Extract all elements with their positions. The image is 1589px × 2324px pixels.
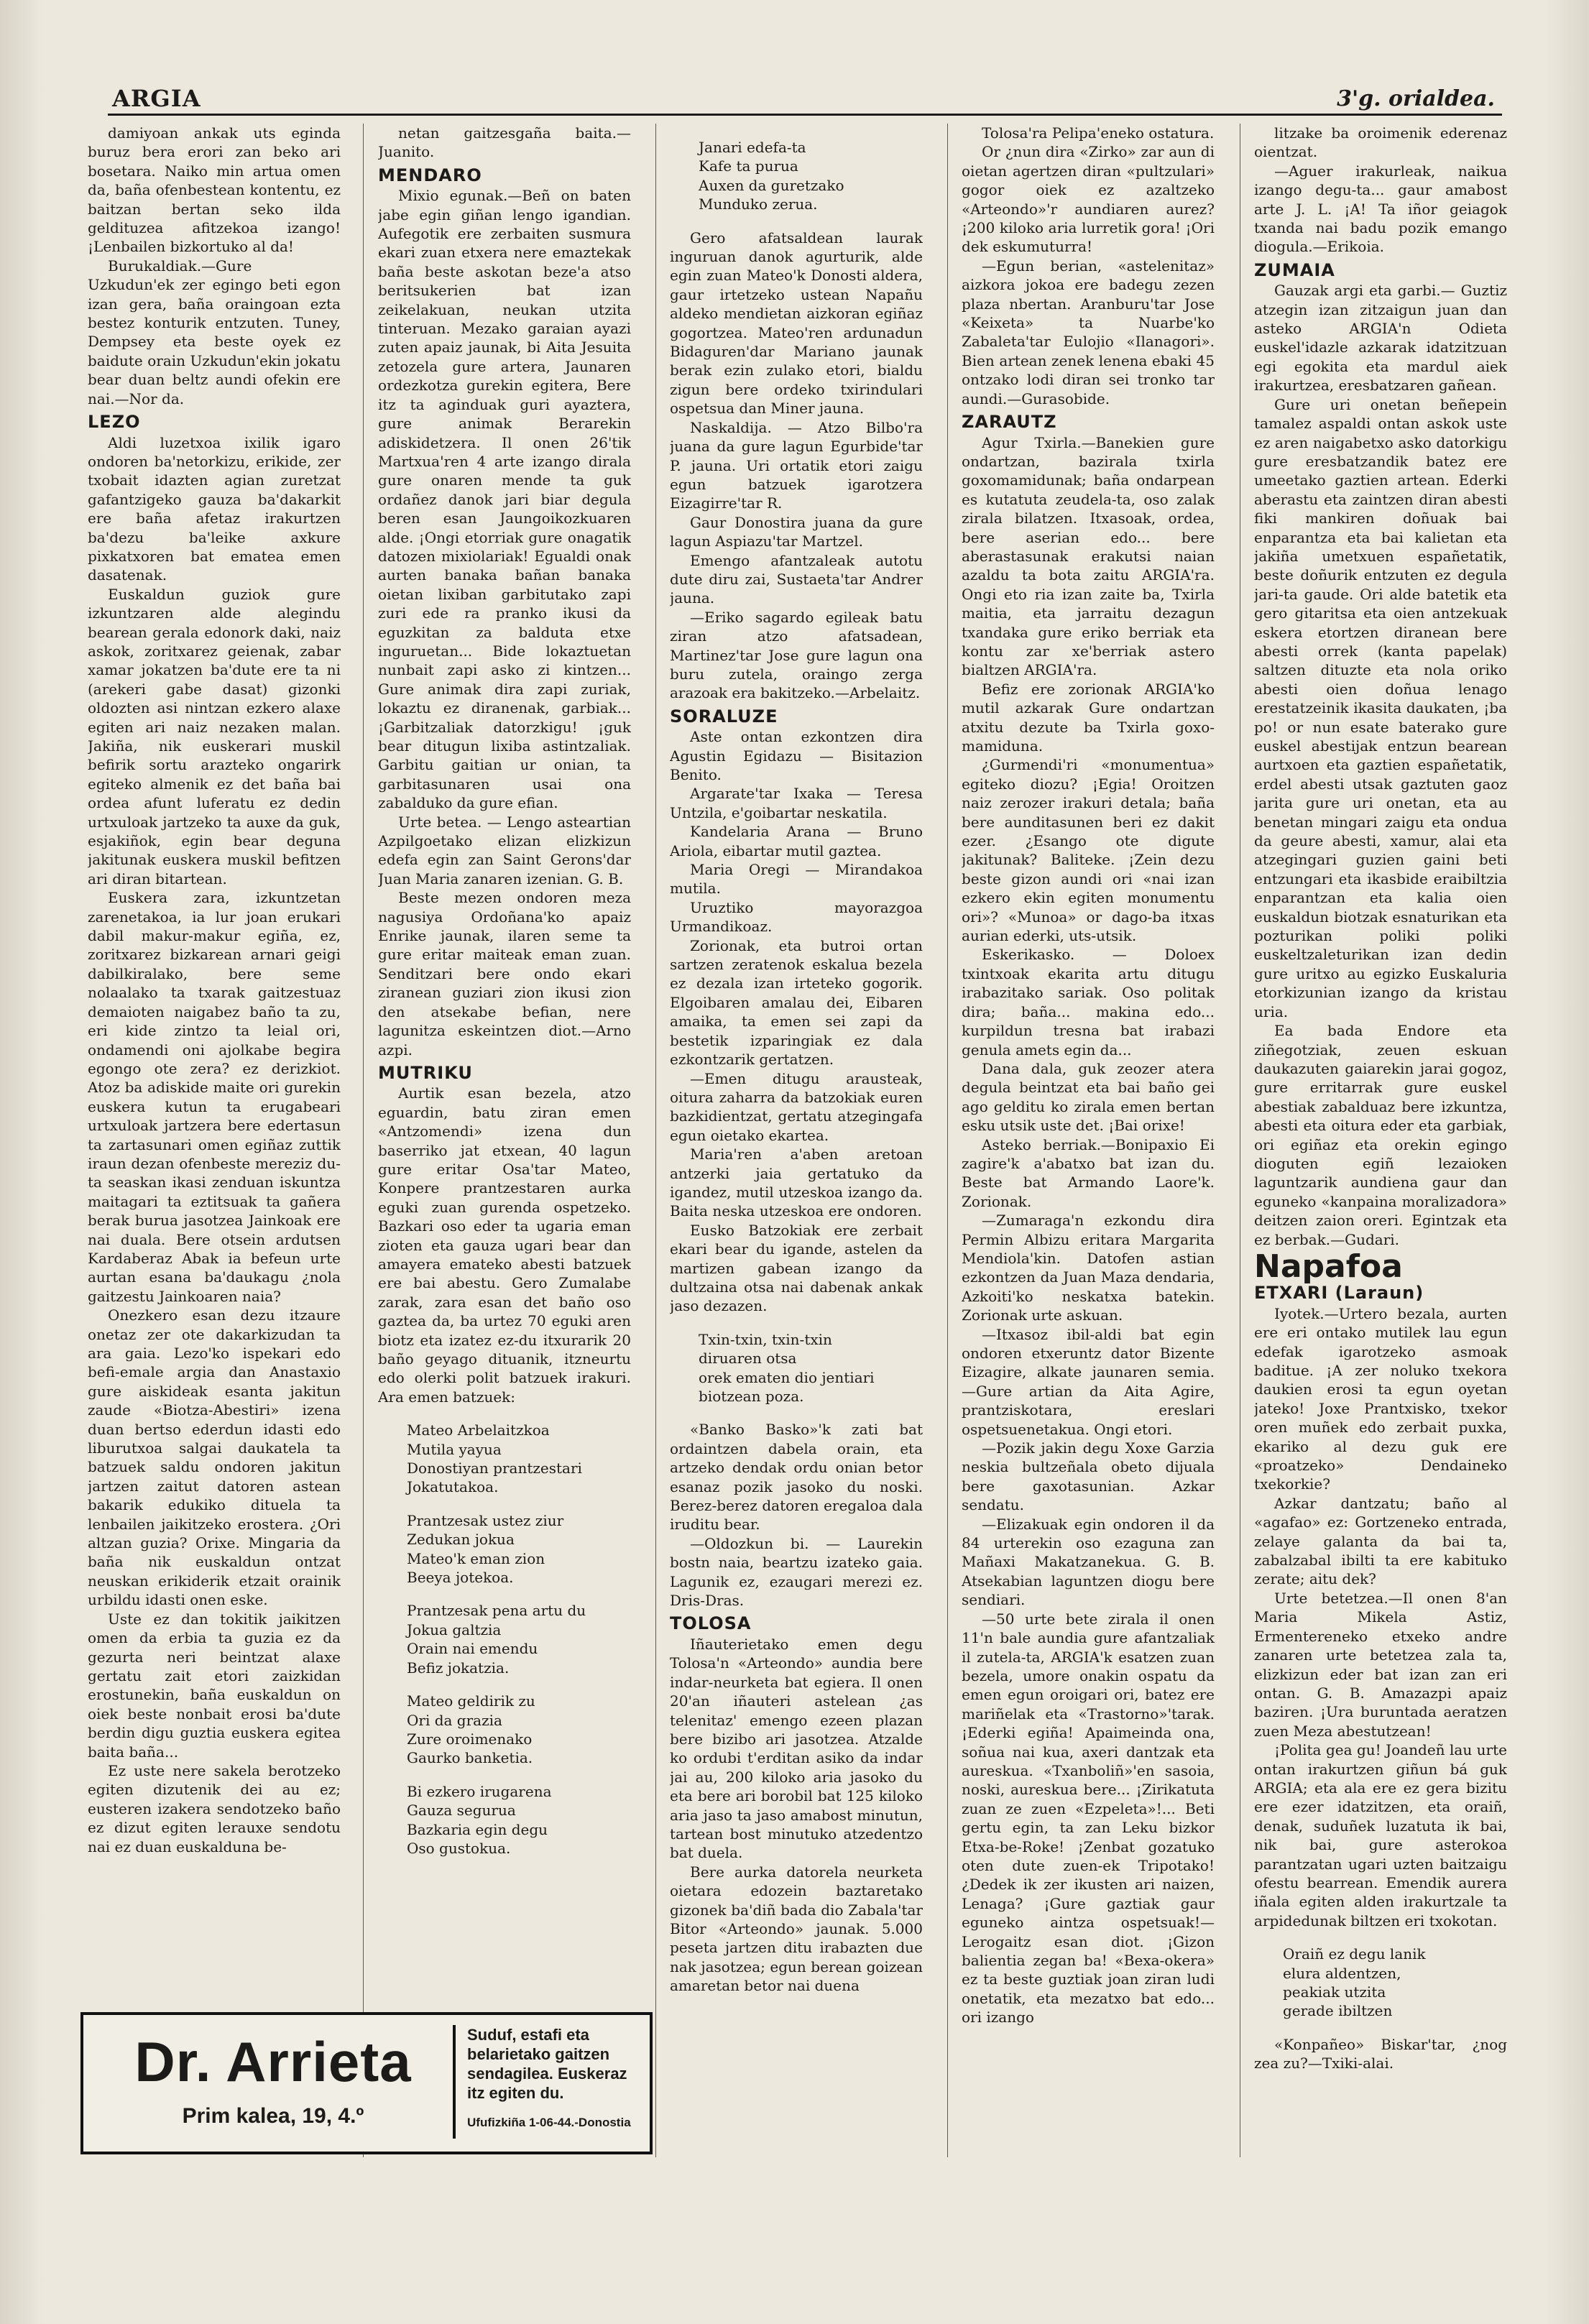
article-paragraph: Iyotek.—Urtero bezala, aurten ere eri ontako mutilek lau egun edefak igarotzeko asmoak baditue. ¡A zer noluko txekora daukien erosi ta egun oyetan jateko! Joxe Prantxisko, txekor oren muñek edo zerbait puxka, ekariko al dezu guk ere «proatzeko» Dendaineko txekorkie? (1254, 1304, 1507, 1493)
article-paragraph: Befiz ere zorionak ARGIA'ko mutil azkarak Gure ondartzan atxitu dezute ba Txirla goxo-mamiduna. (962, 680, 1215, 755)
ad-description: Suduf, estafi eta belarietako gaitzen sendagilea. Euskeraz itz egiten du. (467, 2026, 627, 2102)
article-paragraph: —Aguer irakurleak, naikua izango degu-ta... gaur amabost arte J. L. ¡A! Ta iñor geiagok txanda nai badu pozik emango diogula.—Erikoia. (1254, 162, 1507, 256)
page-number: 3'g. orialdea. (1337, 86, 1495, 111)
region-heading: Napafoa (1254, 1248, 1403, 1285)
article-paragraph: Aldi luzetxoa ixilik igaro ondoren ba'netorkizu, erikide, zer txobait idazten agian zuretzat gafantzigeko gauza ba'dakarkit ere baña afetaz irakurtzen ba'dezu ba'leike axkure pixkatxoren bat ematea emen dasatenak. (88, 433, 341, 584)
article-paragraph: Asteko berriak.—Bonipaxio Ei zagire'k a'abatxo bat izan du. Beste bat Armando Laore'k. Zorionak. (962, 1135, 1215, 1210)
verse: Prantzesak pena artu du Jokua galtzia Orain nai emendu Befiz jokatzia. (407, 1602, 586, 1677)
article-paragraph: Ea bada Endore eta ziñegotziak, zeuen eskuan daukazuten gaiarekin jarai gogoz, gure erritarrak gure euskel abestiak zabalduaz bere izkuntza, abesti eta oitura eder eta garbiak, ori egiñaz eta orekin egingo dioguten egiñ lezaioken laguntzarik aundiena gaur dan eguneko «kanpaina moralizadora» deitzen zaion oreri. Egintzak eta ez berbak.—Gudari. (1254, 1022, 1507, 1248)
article-paragraph: Gaur Donostira juana da gure lagun Aspiazu'tar Martzel. (670, 513, 923, 550)
column-1 (88, 124, 341, 1856)
article-paragraph: Uruztiko mayorazgoa Urmandikoaz. (670, 898, 923, 936)
article-paragraph: Emengo afantzaleak autotu dute diru zai, Sustaeta'tar Andrer jauna. (670, 551, 923, 607)
section-heading: ZUMAIA (1254, 259, 1335, 280)
section-heading: SORALUZE (670, 706, 778, 727)
article-paragraph: Eskerikasko. — Doloex txintxoak ekarita artu ditugu irabazitako sariak. Oso politak dira; baña... makina edo... kurpildun tresna bat irabazi genula amets egin da... (962, 946, 1215, 1059)
article-paragraph: Maria Oregi — Mirandakoa mutila. (670, 861, 923, 898)
verse: Txin-txin, txin-txin diruaren otsa orek ematen dio jentiari biotzean poza. (699, 1330, 875, 1405)
article-paragraph: litzake ba oroimenik ederenaz oientzat. (1254, 124, 1507, 161)
article-paragraph: Aurtik esan bezela, atzo eguardin, batu ziran emen «Antzomendi» izena dun baserriko jat etxean, 40 lagun gure eritar Osa'tar Mateo, Konpere prantzestaren aurka eguki zuan gurenda ospetzeko. Bazkari oso eder ta ugaria eman zioten eta gauza ugari bear dan amayera emateko abesti batzuek ere bai abestu. Gero Zumalabe zarak, zara esan det baño oso gaztea da, ba urtez 70 eguki aren biotz eta izatez ez-du itxurarik 20 baño geyago dituanik, itzneurtu edo olerki polit batzuek irakuri. Ara emen batzuek: (378, 1084, 631, 1406)
section-heading: LEZO (88, 412, 141, 433)
article-paragraph: ¡Polita gea gu! Joandeñ lau urte ontan irakurtzen giñun bá guk ARGIA; eta ala ere ez gera bizitu ere ezer idatzitzen, eta oraiñ, denak, suduñek luzatuta ik bai, nik bai, gure asterokoa parantzatan ugari uzten baitzaigu ofestu bearrean. Emendik aurera iñala egiten alden irakurtzale ta arpidedunak biltzen eri txokotan. (1254, 1741, 1507, 1929)
article-paragraph: Burukaldiak.—Gure Uzkudun'ek zer egingo beti egon izan gera, baña oraingoan ezta bestez konturik entzuten. Tuney, Dempsey eta beste oyek ez baidute orain Uzkudun'ekin jokatu bear duan beltz aundi ofekin ere nai.—Nor da. (88, 257, 341, 407)
article-paragraph: Argarate'tar Ixaka — Teresa Untzila, e'goibartar neskatila. (670, 785, 923, 821)
article-paragraph: Euskera zara, izkuntzetan zarenetakoa, ia lur joan erukari dabil makur-makur egiña, ez, zoritxarez bizkarean arnari geigi dabilkiralako, bere seme nolaalako ta txarak gaitzestuaz demaioten naigabez baño ta zu, eri kide zintzo ta leial ori, ondamendi oni ajolkabe begira egongo ote zera? ez derizkiot. Atoz ba adiskide maite ori gurekin euskera kutun ta erugabeari urtxuloak jartzera bere edertasun ta zartasunari omen egiñaz zuttik iraun dezan ofenbeste mereziz du-ta seaskan ikasi zenduan iskuntza maitagari ta eztitsuak ta gañera berak burua jasotzea Jainkoak ere nai duala. Bere otsein ardutsen Kardaberaz Abak ia befeun urte aurtan esana ba'daukagu ¿nola gaitzestu Jainkoaren naia? (88, 889, 341, 1305)
article-paragraph: —Zumaraga'n ezkondu dira Permin Albizu eritara Margarita Mendiola'kin. Datofen astian ezkontzen da Juan Maza dendaria, Azkoiti'ko neskatxa batekin. Zorionak urte askuan. (962, 1212, 1215, 1324)
article-paragraph: Euskaldun guziok gure izkuntzaren alde alegindu bearean gerala edonork daki, naiz askok, zoritxarez geienak, zabar xamar jokatzen ba'dute ere ta ni (arekeri gabe dasat) gizonki oldozten asi nintzan ezkero alaxe egiten ari naiz nezaken malan. Jakiña, nik euskerari muskil befirik sortu arazteko ongarirk egiteko almenik ez det baña bai ordea afunt luferatu ez dedin urtxuloak jartzeko ta auxe da guk, esjakiñok, egin bear deguna jakitunak euskera muskil befitzen ari diran bitartean. (88, 585, 341, 887)
article-paragraph: —Eriko sagardo egileak batu ziran atzo afatsadean, Martinez'tar Jose gure lagun ona buru zutela, oraingo zerga arazoak era bakitzeko.—Arbelaitz. (670, 608, 923, 702)
article-paragraph: Urte betea. — Lengo asteartian Azpilgoetako elizan elizkizun edefa egin zan Saint Gerons'dar Juan Maria zanaren izenian. G. B. (378, 813, 631, 887)
article-paragraph: netan gaitzesgaña baita.—Juanito. (378, 124, 631, 161)
article-paragraph: Iñauterietako emen degu Tolosa'n «Arteondo» aundia bere indar-neurketa bat egiera. Il onen 20'an iñauteri astelean ¿as telenitaz' emengo ezeen plazan bere bizibo ari jasotzea. Atzalde ko ordubi t'erditan asiko da indar jai au, 200 kiloko aria jasoko du eta bere ari borobil bat 125 kiloko aria jaso ta jaso amabost minutun, tartean bost minutuko atzedentzo bat duela. (670, 1635, 923, 1862)
section-heading: MUTRIKU (378, 1062, 473, 1083)
article-paragraph: —Pozik jakin degu Xoxe Garzia neskia bultzeñala obeto dijuala bere gaxotasunian. Azkar sendatu. (962, 1439, 1215, 1514)
article-paragraph: —Elizakuak egin ondoren il da 84 urterekin oso ezaguna zan Mañaxi Makatzanekua. G. B. Atsekabian laguntzen diogu bere sendiari. (962, 1515, 1215, 1609)
article-paragraph: Eusko Batzokiak ere zerbait ekari bear du igande, astelen da martizen gabean izango da dultzaina otsa nai dabenak ankak jaso dezazen. (670, 1221, 923, 1315)
section-heading: TOLOSA (670, 1613, 752, 1634)
article-paragraph: damiyoan ankak uts eginda buruz bera erori zan beko ari bosetara. Naiko min artua omen da, baña ofenbestean kontentu, ez baitzan bertan seko ilda geldituzea afitzekoa izango! ¡Lenbailen bizkortuko al da! (88, 124, 341, 256)
verse: Mateo Arbelaitzkoa Mutila yayua Donostiyan prantzestari Jokatutakoa. (407, 1421, 582, 1496)
article-paragraph: Azkar dantzatu; baño al «agafao» ez: Gortzeneko entrada, zelaye galanta da bai ta, zabalzabal ibilti ta ere kabituko zerate; aitu dek? (1254, 1494, 1507, 1588)
article-paragraph: Tolosa'ra Pelipa'eneko ostatura. (982, 124, 1215, 142)
verse: Bi ezkero irugarena Gauza segurua Bazkaria egin degu Oso gustokua. (407, 1782, 552, 1857)
column-divider (363, 124, 364, 2157)
verse: Oraiñ ez degu lanik elura aldentzen, peakiak utzita gerade ibiltzen (1283, 1945, 1426, 2020)
ad-address: Prim kalea, 19, 4.º (182, 2104, 364, 2128)
article-paragraph: Or ¿nun dira «Zirko» zar aun di oietan agertzen diran «pultzulari» gogor oiek ez azaltzeko «Arteondo»'r aundiaren aurez? ¡200 kiloko aria lurretik gora! ¡Ori dek eskumuturra! (962, 143, 1215, 256)
article-paragraph: ¿Gurmendi'ri «monumentua» egiteko diozu? ¡Egia! Oroitzen naiz zerozer irakuri detala; baña bere aunditasunen beri ez dakit ezer. ¿Esango ote digute jakitunak? Baliteke. ¡Zein dezu beste gizon aundi ori «nai izan ezkero ekin egiten monumentu ori»? «Munoa» or dago-ba itxas aurian ederki, uts-utsik. (962, 756, 1215, 945)
article-paragraph: Dana dala, guk zeozer atera degula beintzat eta bai baño gei ago gelditu ko zirala emen bertan esku utsik uste det. ¡Bai orixe! (962, 1059, 1215, 1135)
article-paragraph: «Banko Basko»'k zati bat ordaintzen dabela orain, eta artzeko dendak ordu onian betor esanaz pozik jasoko du noski. Berez-berez datoren eregaloa dala iruditu bear. (670, 1421, 923, 1534)
ad-name-panel (93, 2025, 456, 2139)
section-heading: ETXARI (Laraun) (1254, 1283, 1424, 1304)
article-paragraph: Gero afatsaldean laurak inguruan danok agurturik, alde egin zuan Mateo'k Donosti aldera, gaur irtetzeko ustean Napañu aldeko mendietan aizkoran egiñaz gogortzea. Mateo'ren ardunadun Bidaguren'dar Mariano jaunak berak ezin zulako etori, bialdu zigun bere ordeko txirindulari ospetsua dan Miner jauna. (670, 229, 923, 418)
article-paragraph: Uste ez dan tokitik jaikitzen omen da erbia ta guzia ez da gezurta neri beintzat alaxe gertatu zait etori zaizkidan erostunekin, baña euskaldun on oiek beste nonbait erosi ba'dute berdin digu guztia euskera egitea baita baña... (88, 1610, 341, 1761)
column-divider (655, 124, 656, 2157)
article-paragraph: «Konpañeo» Biskar'tar, ¿nog zea zu?—Txiki-alai. (1254, 2035, 1507, 2072)
article-paragraph: Beste mezen ondoren meza nagusiya Ordoñana'ko apaiz Enrike jaunak, ilaren seme ta gure eritar maiteak eman zuan. Senditzari bere ondo ekari ziranean guziari zion ikusi zion den atsekabe befian, nere lagunitza eskeintzen diot.—Arno azpi. (378, 889, 631, 1059)
article-paragraph: Mixio egunak.—Beñ on baten jabe egin giñan lengo igandian. Aufegotik ere zerbaiten susmura ekari zuan etxera nere emaztekak baña beste askotan beze'a atso beritsukerien bat izan zeikelakuan, neukan utzita tinteruan. Mezako garaian ayazi zuten apaiz jaunak, bi Aita Jesuita zetozela gure artera, Jaunaren ordezkotza gurekin egitera, Bere itz ta aginduak guri ayaztera, gure animak Berarekin adiskidetzera. Il onen 26'tik Martxua'ren 4 arte izango dirala gure onaren mende ta guk ordañez danok jari biar degula beren esan Jaungoikozkuaren alde. ¡Ongi etorriak gure onagatik datozen mixiolariak! Egualdi onak aurten banaka bañan banaka oietan lixiban garbitutako zapi zuri ede ra pranko ikusi da eguzkitan za balduta etxe inguruetan... Bide lokaztuetan nunbait zapi asko zi kintzen... Gure animak dira zapi zuriak, lokaztu ez diranenak, garbiak... ¡Garbitzaliak datorzkigu! ¡guk bear ditugun lixiba astintzaliak. Garbitu gaitian ur onian, ta garbitasunaren usai ona zabalduko da gure efian. (378, 187, 631, 812)
article-paragraph: Agur Txirla.—Banekien gure ondartzan, bazirala txirla goxomamidunak; baña ondarpean es kutatuta zeudela-ta, oso zalak zirala bilatzen. Itxasoak, ordea, bere aserian edo... bere aberastasunak erakutsi naian azaldu ta bota zaitu ARGIA'ra. Ongi eto ria izan zaite ba, Txirla maitia, eta jarraitu dezagun txandaka gure eriko berriak eta kontu zar xe'berriak astero bialtzen ARGIA'ra. (962, 433, 1215, 679)
article-paragraph: Bere aurka datorela neurketa oietara edozein baztaretako gizonek ba'diñ bada dio Zabala'tar Bitor «Arteondo» jaunak. 5.000 peseta jartzen ditu irabazten due nak jasotzea; egun berean goizean amaretan betor nai duena (670, 1863, 923, 1995)
ad-doctor-name: Dr. Arrieta (134, 2030, 412, 2093)
article-paragraph: —Oldozkun bi. — Laurekin bostn naia, beartzu izateko gaia. Lagunik ez, ezaugari merezi ez. Dris-Dras. (670, 1534, 923, 1610)
article-paragraph: Onezkero esan dezu itzaure onetaz zer ote dakarkizudan ta ara gaia. Lezo'ko ispekari edo befi-emale argia dan Anastaxio gure aiskideak esanta jakitun zaude «Biotza-Abestiri» izena duan bertso ederdun idasti edo liburutxoa salgai daukatela ta batzuek saldu ondoren jakitun jartzen zaitut datoren astean bakarik edukiko dituela ta lenbailen jaikitzeko erostera. ¿Ori altzan guzia? Orixe. Mingaria da baña nik euskaldun ontzat neuskan erikiderik etzait orainik urbildu idasti onen eske. (88, 1306, 341, 1609)
section-heading: ZARAUTZ (962, 412, 1057, 433)
article-paragraph: Maria'ren a'aben aretoan antzerki jaia gertatuko da igandez, mutil utzeskoa izango da. Baita neska utzeskoa ere ondoren. (670, 1145, 923, 1220)
column-4 (962, 124, 1215, 2027)
verse: Prantzesak ustez ziur Zedukan jokua Mateo'k eman zion Beeya jotekoa. (407, 1511, 564, 1587)
article-paragraph: Gauzak argi eta garbi.— Guztiz atzegin izan zitzaigun juan dan asteko ARGIA'n Odieta euskel'idazle azkarak idatzitzuan egi egokita eta mardul aiek irakurtzea, eresbatzaren gañean. (1254, 282, 1507, 395)
column-divider (947, 124, 948, 2157)
column-2 (378, 124, 631, 1872)
article-paragraph: —Itxasoz ibil-aldi bat egin ondoren etxeruntz dator Bizente Eizagire, alkate jaunaren semia. —Gure artian da Aita Agire, prantziskotara, ereslari ospetsuenetakua. Ongi etori. (962, 1325, 1215, 1438)
article-paragraph: Gure uri onetan beñepein tamalez aspaldi ontan askok uste ez aren naigabetxo asko datorkigu gure eresbatzandik batez ere umeetako gaztien artean. Ederki aberastu eta zaintzen diran abesti fiki mankiren doñuak bai enparantza eta bai kalietan eta jakiña umetxuen españetatik, beste doñurik entzuten ez degula jari-ta gaude. Ori alde batetik eta gero gitaritsa eta oien antzekuak eskera etortzen diranean bere abesti orrek (kanta papelak) saltzen dituzte eta nola oriko abesti oien doñua lenago erestatzeinik ikasita daukaten, ¡ba po! or nun esate baterako gure euskel abestijak entzun bearean aurtxoen eta gaztien españetatik, erdel abesti utsak gaztuten gaoz jarita gure uri onetan, eta au benetan mingari zaigu eta ondua da geure abesti, xamur, alai eta atzegingari guzien gaini beti entzungari eta ikasbide eraibiltzia enparantzan eta kalia oien euskaldun biotzak esnaturikan eta pozturikan poliki poliki euskeltzaleturikan izan dedin gure uritxo au egizko Euskaluria etorkizunian izango da kristau uria. (1254, 395, 1507, 1020)
article-paragraph: Naskaldija. — Atzo Bilbo'ra juana da gure lagun Egurbide'tar P. jauna. Uri ortatik etori zaigu egun batzuek igarotzera Eizagirre'tar R. (670, 418, 923, 512)
column-3 (670, 124, 923, 1996)
newspaper-title: ARGIA (112, 85, 201, 112)
article-paragraph: Aste ontan ezkontzen dira Agustin Egidazu — Bisitazion Benito. (670, 728, 923, 783)
column-5 (1254, 124, 1507, 2073)
verse: Mateo geldirik zu Ori da grazia Zure oroimenako Gaurko banketia. (407, 1692, 535, 1767)
article-paragraph: —Egun berian, «astelenitaz» aizkora jokoa ere badegu zezen plaza nbertan. Aranburu'tar Jose «Keixeta» ta Nuarbe'ko Zabaleta'tar Eulojio «Ilanagori». Bien artean zenek lenena ebaki 45 ontzako lodi diran sei tronko tar aundi.—Gurasobide. (962, 257, 1215, 407)
article-paragraph: Urte betetzea.—Il onen 8'an Maria Mikela Astiz, Ermentereneko etxeko andre zanaren urte betetzea zala ta, elizkizun eder bat izan zan eri ontan. G. B. Amazazpi apaiz baziren. ¡Ura buruntada aeratzen zuen Meza abestutzean! (1254, 1589, 1507, 1740)
article-paragraph: —Emen ditugu arausteak, oitura zaharra da batzokiak euren bazkidientzat, gertatu atzegingafa egun oietako ekartea. (670, 1069, 923, 1144)
page-header (108, 85, 1502, 116)
article-paragraph: Zorionak, eta butroi ortan sartzen zeratenok eskalua bezela ez dezala izan irteteko gogorik. Elgoibaren amalau dei, Eibaren amaika, ta emen sei zapi da bestetik izparingiak ez dala ezkontzarik gertatzen. (670, 936, 923, 1069)
article-paragraph: Ez uste nere sakela berotzeko egiten dizutenik dei au ez; eusteren izakera sendotzeko baño ez dizut egiten lerauxe sendotu nai ez duan euskalduna be- (88, 1761, 341, 1855)
article-paragraph: —50 urte bete zirala il onen 11'n bale aundia gure afantzaliak il zutela-ta, ARGIA'k esatzen zuan bezela, umore onakin ospatu da emen egun oroigari ori, batez ere mariñelak eta «Trastorno»'tarak. ¡Ederki egiña! Apaimeinda ona, soñua nai kua, axeri dantzak eta aureskua. «Txanboliñ»'en sasoia, noski, aureskua bere... ¡Zirikatuta zuan ze zuen «Ezpeleta»!... Beti gertu egin, ta zan Leku bizkor Etxa-be-Roke! ¡Zenbat gozatuko oten dute zuen-ek Tripotako! ¿Dedek ik zer ikusten ari naizen, Lenaga? ¡Gure gaztiak gaur eguneko aintza ospetsuak!—Lerogaitz esan diot. ¡Gizon balientia zegan ba! «Bexa-okera» ez ta beste guztiak joan ziran ludi onetatik, eta mezatxo bat edo... ori izango (962, 1610, 1215, 2026)
verse: Janari edefa-ta Kafe ta purua Auxen da guretzako Munduko zerua. (699, 139, 844, 213)
section-heading: MENDARO (378, 165, 482, 185)
advertisement-box (80, 2012, 653, 2154)
article-paragraph: Kandelaria Arana — Bruno Ariola, eibartar mutil gaztea. (670, 823, 923, 859)
ad-phone: Ufufizkiña 1-06-44.-Donostia (467, 2116, 631, 2129)
